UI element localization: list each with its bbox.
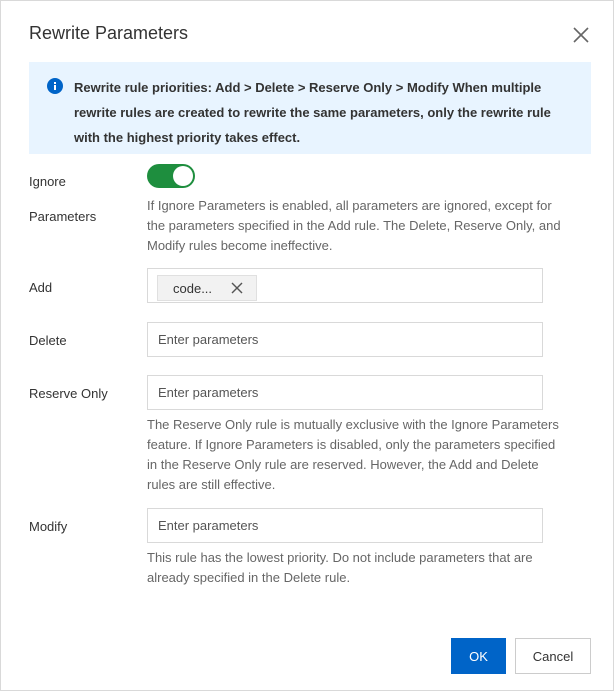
ignore-parameters-toggle[interactable] [147,164,195,188]
toggle-knob [173,166,193,186]
delete-label: Delete [29,333,67,348]
reserve-only-input[interactable] [148,376,542,409]
add-label: Add [29,280,53,295]
parameter-tag [157,275,257,301]
modify-input[interactable] [148,509,542,542]
modify-help: This rule has the lowest priority. Do not include parameters that are already specified in the Delete rule. [147,550,533,585]
delete-input[interactable] [148,323,542,356]
info-icon [47,78,63,94]
modify-label: Modify [29,519,68,534]
reserve-only-help: The Reserve Only rule is mutually exclusive with the Ignore Parameters feature. If Ignore Parameters is disabled, only the parameters specified in the Reserve Only rule are reserved. However, the Add and Delete rules are still effective. [147,417,559,492]
reserve-only-label: Reserve Only [29,386,108,401]
close-icon [567,21,595,49]
parameter-tag-text: code... [173,281,213,296]
notice-text: Rewrite rule priorities: Add > Delete > Reserve Only > Modify When multiple rewrite rules are created to rewrite the same parameters, only the rewrite rule with the highest priority takes effect. [74,80,551,145]
priority-notice [29,62,591,154]
cancel-button[interactable]: Cancel [515,638,591,674]
delete-field [147,322,543,357]
dialog-title: Rewrite Parameters [29,23,189,43]
add-tags-input[interactable] [147,268,543,303]
tag-remove-icon[interactable] [230,281,244,295]
ignore-parameters-label-line2: Parameters [29,209,97,224]
modify-field [147,508,543,543]
close-button[interactable] [567,21,595,49]
ignore-parameters-label-line1: Ignore [29,174,66,189]
reserve-only-field [147,375,543,410]
ignore-parameters-help: If Ignore Parameters is enabled, all parameters are ignored, except for the parameters specified in the Add rule. The Delete, Reserve Only, and Modify rules become ineffective. [147,198,561,253]
ok-button[interactable]: OK [451,638,506,674]
